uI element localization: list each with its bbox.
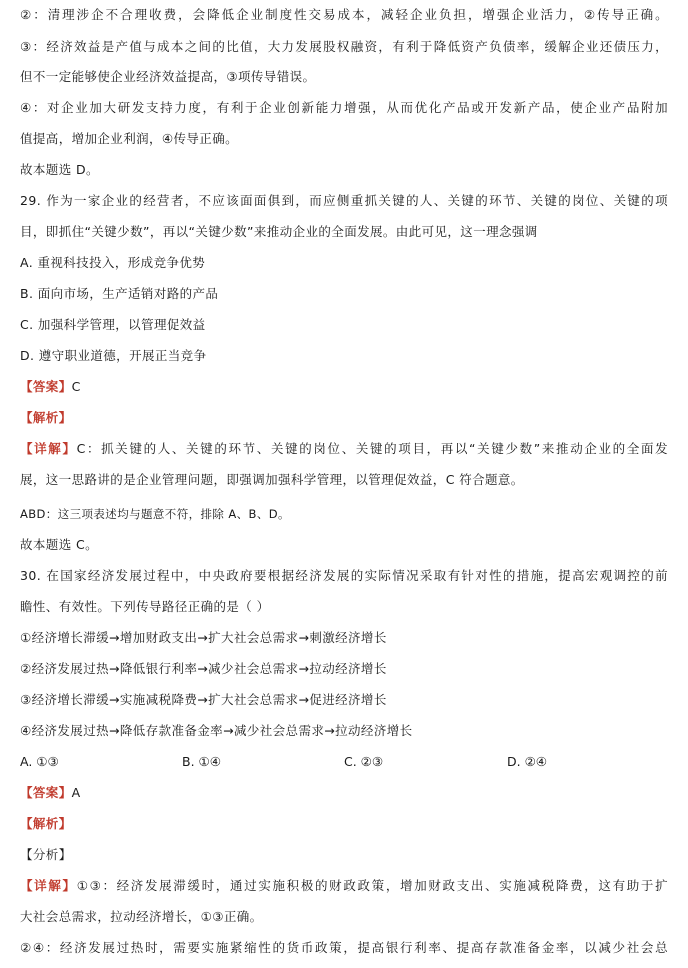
statement-3: ③经济增长滞缓→实施减税降费→扩大社会总需求→促进经济增长 bbox=[20, 692, 387, 707]
detail-line: ②④：经济发展过热时，需要实施紧缩性的货币政策，提高银行利率、提高存款准备金率，以减少社会总 bbox=[20, 940, 668, 955]
fenxi-tag: 【分析】 bbox=[20, 847, 72, 862]
option-b: B. ①④ bbox=[182, 754, 221, 769]
answer-tag: 【答案】 bbox=[20, 379, 72, 394]
option-d: D. 遵守职业道德，开展正当竞争 bbox=[20, 348, 207, 363]
answer-line bbox=[20, 784, 668, 802]
statement-4: ④经济发展过热→降低存款准备金率→减少社会总需求→拉动经济增长 bbox=[20, 723, 413, 738]
statement-1: ①经济增长滞缓→增加财政支出→扩大社会总需求→刺激经济增长 bbox=[20, 630, 387, 645]
conclusion-text: 故本题选 C。 bbox=[20, 537, 99, 552]
text-line: ④：对企业加大研发支持力度，有利于企业创新能力增强，从而优化产品或开发新产品，使企业产品附加 bbox=[20, 100, 668, 115]
option-c: C. 加强科学管理，以管理促效益 bbox=[20, 317, 206, 332]
detail-line: ABD：这三项表述均与题意不符，排除 A、B、D。 bbox=[20, 507, 290, 521]
detail-line bbox=[20, 877, 668, 895]
answer-tag: 【答案】 bbox=[20, 785, 72, 800]
question-30-stem: 瞻性、有效性。下列传导路径正确的是（ ） bbox=[20, 599, 270, 614]
analysis-tag-line bbox=[20, 815, 668, 833]
detail-line bbox=[20, 440, 668, 458]
option-a: A. ①③ bbox=[20, 754, 59, 769]
detail-tag: 【详解】 bbox=[20, 878, 77, 893]
detail-line: 大社会总需求，拉动经济增长，①③正确。 bbox=[20, 909, 263, 924]
question-30-stem: 30. 在国家经济发展过程中，中央政府要根据经济发展的实际情况采取有针对性的措施，提高宏观调控的前 bbox=[20, 568, 668, 583]
detail-text: C：抓关键的人、关键的环节、关键的岗位、关键的项目，再以“关键少数”来推动企业的全面发 bbox=[76, 441, 668, 456]
answer-line bbox=[20, 378, 668, 396]
answer-value: A bbox=[71, 785, 81, 800]
detail-tag: 【详解】 bbox=[20, 441, 77, 456]
option-a: A. 重视科技投入，形成竞争优势 bbox=[20, 255, 206, 270]
text-line: 值提高，增加企业利润，④传导正确。 bbox=[20, 131, 239, 146]
conclusion-text: 故本题选 D。 bbox=[20, 162, 99, 177]
answer-value: C bbox=[71, 379, 81, 394]
options-row bbox=[20, 753, 668, 771]
fenxi-tag-line bbox=[20, 846, 668, 864]
detail-text: ①③：经济发展滞缓时，通过实施积极的财政政策，增加财政支出、实施减税降费，这有助于扩 bbox=[76, 878, 668, 893]
text-line: ②：清理涉企不合理收费，会降低企业制度性交易成本，减轻企业负担，增强企业活力，②传导正确。 bbox=[20, 7, 668, 22]
analysis-tag: 【解析】 bbox=[20, 410, 72, 425]
option-b: B. 面向市场，生产适销对路的产品 bbox=[20, 286, 219, 301]
analysis-tag-line bbox=[20, 409, 668, 427]
question-29-stem: 29. 作为一家企业的经营者，不应该面面俱到，而应侧重抓关键的人、关键的环节、关键的岗位、关键的项 bbox=[20, 193, 668, 208]
option-c: C. ②③ bbox=[344, 754, 384, 769]
text-line: 但不一定能够使企业经济效益提高，③项传导错误。 bbox=[20, 69, 316, 84]
statement-2: ②经济发展过热→降低银行利率→减少社会总需求→拉动经济增长 bbox=[20, 661, 387, 676]
detail-line: 展，这一思路讲的是企业管理问题，即强调加强科学管理，以管理促效益，C 符合题意。 bbox=[20, 472, 524, 487]
option-d: D. ②④ bbox=[507, 754, 547, 769]
question-29-stem: 目，即抓住“关键少数”，再以“关键少数”来推动企业的全面发展。由此可见，这一理念强调 bbox=[20, 224, 538, 239]
analysis-tag: 【解析】 bbox=[20, 816, 72, 831]
text-line: ③：经济效益是产值与成本之间的比值，大力发展股权融资，有利于降低资产负债率，缓解企业还债压力， bbox=[20, 39, 668, 54]
